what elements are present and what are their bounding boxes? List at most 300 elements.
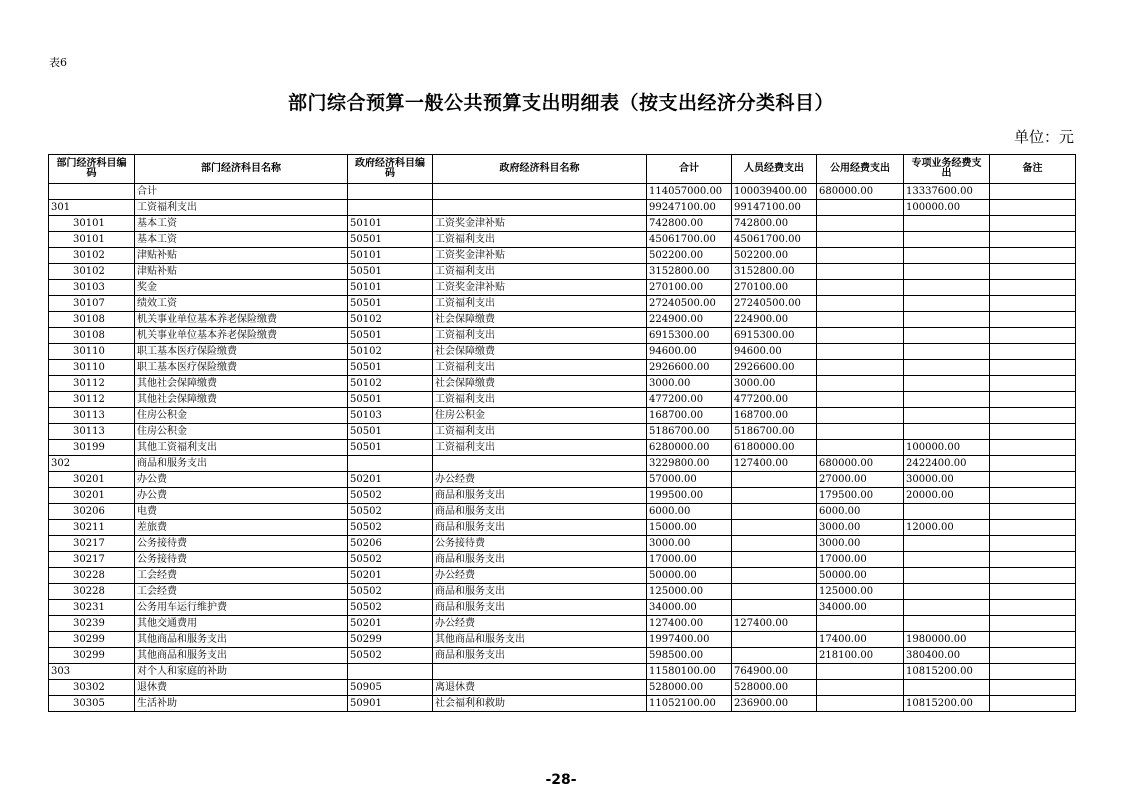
gov-name-cell: 工资福利支出	[433, 328, 647, 344]
dept-code-cell: 30103	[49, 280, 135, 296]
gov-code-cell: 50502	[348, 552, 433, 568]
total-cell: 3000.00	[647, 376, 732, 392]
personnel-cell: 94600.00	[732, 344, 817, 360]
gov-code-cell: 50502	[348, 520, 433, 536]
dept-code-cell: 30108	[49, 328, 135, 344]
note-cell	[990, 376, 1076, 392]
col-header-gov-name: 政府经济科目名称	[433, 155, 647, 184]
public-cell: 680000.00	[817, 456, 904, 472]
gov-name-cell	[433, 456, 647, 472]
gov-name-cell	[433, 200, 647, 216]
gov-name-cell: 办公经费	[433, 568, 647, 584]
personnel-cell: 99147100.00	[732, 200, 817, 216]
gov-name-cell: 商品和服务支出	[433, 520, 647, 536]
dept-code-cell: 30107	[49, 296, 135, 312]
dept-code-cell: 30305	[49, 696, 135, 712]
dept-name-cell: 公务用车运行维护费	[135, 600, 348, 616]
note-cell	[990, 184, 1076, 200]
personnel-cell	[732, 552, 817, 568]
table-row	[49, 504, 1076, 520]
note-cell	[990, 296, 1076, 312]
table-row	[49, 376, 1076, 392]
total-cell: 742800.00	[647, 216, 732, 232]
table-row	[49, 632, 1076, 648]
note-cell	[990, 216, 1076, 232]
gov-code-cell: 50206	[348, 536, 433, 552]
public-cell: 6000.00	[817, 504, 904, 520]
personnel-cell: 127400.00	[732, 616, 817, 632]
gov-name-cell: 办公经费	[433, 616, 647, 632]
table-row	[49, 440, 1076, 456]
public-cell: 179500.00	[817, 488, 904, 504]
gov-name-cell: 商品和服务支出	[433, 648, 647, 664]
note-cell	[990, 600, 1076, 616]
table-row	[49, 648, 1076, 664]
gov-code-cell: 50201	[348, 568, 433, 584]
personnel-cell: 27240500.00	[732, 296, 817, 312]
dept-code-cell: 30201	[49, 488, 135, 504]
total-cell: 598500.00	[647, 648, 732, 664]
personnel-cell	[732, 648, 817, 664]
special-cell	[904, 536, 990, 552]
total-cell: 3000.00	[647, 536, 732, 552]
dept-name-cell: 其他商品和服务支出	[135, 648, 348, 664]
public-cell	[817, 440, 904, 456]
special-cell	[904, 328, 990, 344]
personnel-cell	[732, 504, 817, 520]
special-cell	[904, 392, 990, 408]
gov-code-cell: 50201	[348, 472, 433, 488]
total-cell: 15000.00	[647, 520, 732, 536]
gov-code-cell: 50501	[348, 264, 433, 280]
special-cell	[904, 600, 990, 616]
dept-code-cell: 30228	[49, 584, 135, 600]
special-cell: 1980000.00	[904, 632, 990, 648]
public-cell: 50000.00	[817, 568, 904, 584]
dept-code-cell: 30110	[49, 360, 135, 376]
personnel-cell	[732, 536, 817, 552]
gov-name-cell: 其他商品和服务支出	[433, 632, 647, 648]
special-cell	[904, 616, 990, 632]
total-cell: 1997400.00	[647, 632, 732, 648]
note-cell	[990, 424, 1076, 440]
personnel-cell: 528000.00	[732, 680, 817, 696]
total-cell: 3229800.00	[647, 456, 732, 472]
special-cell	[904, 216, 990, 232]
gov-name-cell: 社会保障缴费	[433, 376, 647, 392]
total-cell: 6000.00	[647, 504, 732, 520]
gov-name-cell: 办公经费	[433, 472, 647, 488]
table-number-label: 表6	[49, 56, 67, 69]
personnel-cell: 6180000.00	[732, 440, 817, 456]
table-row	[49, 296, 1076, 312]
gov-name-cell: 公务接待费	[433, 536, 647, 552]
unit-label: 单位：元	[1013, 128, 1074, 146]
special-cell: 100000.00	[904, 440, 990, 456]
table-row	[49, 312, 1076, 328]
gov-name-cell: 工资福利支出	[433, 232, 647, 248]
public-cell: 125000.00	[817, 584, 904, 600]
dept-name-cell: 其他商品和服务支出	[135, 632, 348, 648]
note-cell	[990, 344, 1076, 360]
total-cell: 45061700.00	[647, 232, 732, 248]
personnel-cell: 224900.00	[732, 312, 817, 328]
gov-code-cell: 50501	[348, 440, 433, 456]
total-cell: 528000.00	[647, 680, 732, 696]
dept-name-cell: 工资福利支出	[135, 200, 348, 216]
public-cell	[817, 680, 904, 696]
public-cell	[817, 280, 904, 296]
special-cell	[904, 424, 990, 440]
dept-code-cell: 30211	[49, 520, 135, 536]
dept-code-cell: 30228	[49, 568, 135, 584]
total-cell: 17000.00	[647, 552, 732, 568]
dept-name-cell: 职工基本医疗保险缴费	[135, 344, 348, 360]
total-cell: 6280000.00	[647, 440, 732, 456]
gov-name-cell: 商品和服务支出	[433, 488, 647, 504]
special-cell: 10815200.00	[904, 696, 990, 712]
total-cell: 2926600.00	[647, 360, 732, 376]
public-cell	[817, 200, 904, 216]
gov-name-cell: 工资福利支出	[433, 360, 647, 376]
personnel-cell	[732, 584, 817, 600]
special-cell: 12000.00	[904, 520, 990, 536]
public-cell	[817, 296, 904, 312]
dept-name-cell: 津贴补贴	[135, 264, 348, 280]
gov-code-cell: 50501	[348, 360, 433, 376]
gov-code-cell: 50901	[348, 696, 433, 712]
total-cell: 6915300.00	[647, 328, 732, 344]
table-row	[49, 264, 1076, 280]
total-cell: 502200.00	[647, 248, 732, 264]
public-cell	[817, 312, 904, 328]
dept-code-cell: 30110	[49, 344, 135, 360]
dept-code-cell: 30112	[49, 376, 135, 392]
dept-name-cell: 公务接待费	[135, 552, 348, 568]
dept-name-cell: 绩效工资	[135, 296, 348, 312]
dept-code-cell: 30302	[49, 680, 135, 696]
gov-code-cell: 50501	[348, 392, 433, 408]
special-cell	[904, 504, 990, 520]
gov-name-cell: 社会福利和救助	[433, 696, 647, 712]
dept-code-cell: 30231	[49, 600, 135, 616]
dept-name-cell: 职工基本医疗保险缴费	[135, 360, 348, 376]
gov-code-cell: 50502	[348, 600, 433, 616]
public-cell	[817, 408, 904, 424]
gov-code-cell: 50101	[348, 248, 433, 264]
dept-code-cell: 30112	[49, 392, 135, 408]
public-cell: 680000.00	[817, 184, 904, 200]
total-cell: 99247100.00	[647, 200, 732, 216]
gov-code-cell	[348, 664, 433, 680]
gov-name-cell: 社会保障缴费	[433, 344, 647, 360]
gov-name-cell: 工资福利支出	[433, 392, 647, 408]
table-header-row	[49, 155, 1076, 184]
special-cell	[904, 344, 990, 360]
table-row	[49, 488, 1076, 504]
public-cell	[817, 344, 904, 360]
special-cell	[904, 264, 990, 280]
dept-name-cell: 办公费	[135, 472, 348, 488]
dept-name-cell: 电费	[135, 504, 348, 520]
note-cell	[990, 232, 1076, 248]
gov-code-cell: 50102	[348, 344, 433, 360]
public-cell: 34000.00	[817, 600, 904, 616]
table-row	[49, 680, 1076, 696]
gov-code-cell: 50501	[348, 296, 433, 312]
note-cell	[990, 584, 1076, 600]
personnel-cell	[732, 472, 817, 488]
dept-name-cell: 办公费	[135, 488, 348, 504]
col-header-dept-name: 部门经济科目名称	[135, 155, 348, 184]
gov-code-cell: 50501	[348, 424, 433, 440]
note-cell	[990, 536, 1076, 552]
dept-name-cell: 退休费	[135, 680, 348, 696]
col-header-special: 专项业务经费支出	[904, 155, 990, 184]
personnel-cell: 3152800.00	[732, 264, 817, 280]
dept-name-cell: 其他交通费用	[135, 616, 348, 632]
page-number: -28-	[545, 772, 577, 788]
public-cell	[817, 328, 904, 344]
note-cell	[990, 392, 1076, 408]
public-cell: 3000.00	[817, 520, 904, 536]
dept-code-cell: 303	[49, 664, 135, 680]
table-row	[49, 408, 1076, 424]
note-cell	[990, 328, 1076, 344]
table-row	[49, 232, 1076, 248]
gov-code-cell: 50102	[348, 376, 433, 392]
note-cell	[990, 408, 1076, 424]
public-cell: 17000.00	[817, 552, 904, 568]
note-cell	[990, 616, 1076, 632]
table-row	[49, 456, 1076, 472]
special-cell: 10815200.00	[904, 664, 990, 680]
personnel-cell	[732, 520, 817, 536]
total-cell: 5186700.00	[647, 424, 732, 440]
personnel-cell	[732, 600, 817, 616]
dept-code-cell: 30217	[49, 552, 135, 568]
note-cell	[990, 200, 1076, 216]
table-row	[49, 360, 1076, 376]
dept-name-cell: 津贴补贴	[135, 248, 348, 264]
dept-code-cell: 30101	[49, 232, 135, 248]
gov-code-cell: 50502	[348, 584, 433, 600]
public-cell	[817, 264, 904, 280]
dept-name-cell: 住房公积金	[135, 424, 348, 440]
personnel-cell: 477200.00	[732, 392, 817, 408]
table-row	[49, 392, 1076, 408]
total-cell: 125000.00	[647, 584, 732, 600]
table-row	[49, 472, 1076, 488]
gov-code-cell: 50501	[348, 232, 433, 248]
gov-name-cell: 住房公积金	[433, 408, 647, 424]
note-cell	[990, 648, 1076, 664]
note-cell	[990, 504, 1076, 520]
special-cell	[904, 584, 990, 600]
personnel-cell: 764900.00	[732, 664, 817, 680]
gov-name-cell	[433, 184, 647, 200]
dept-code-cell: 30299	[49, 648, 135, 664]
note-cell	[990, 248, 1076, 264]
public-cell	[817, 664, 904, 680]
dept-code-cell: 30102	[49, 264, 135, 280]
col-header-personnel: 人员经费支出	[732, 155, 817, 184]
note-cell	[990, 488, 1076, 504]
special-cell	[904, 296, 990, 312]
table-row	[49, 600, 1076, 616]
public-cell: 27000.00	[817, 472, 904, 488]
total-cell: 224900.00	[647, 312, 732, 328]
dept-name-cell: 公务接待费	[135, 536, 348, 552]
gov-name-cell: 社会保障缴费	[433, 312, 647, 328]
special-cell: 20000.00	[904, 488, 990, 504]
budget-detail-table	[48, 154, 1076, 712]
special-cell	[904, 680, 990, 696]
gov-code-cell: 50905	[348, 680, 433, 696]
dept-code-cell: 30239	[49, 616, 135, 632]
gov-name-cell: 商品和服务支出	[433, 504, 647, 520]
public-cell	[817, 248, 904, 264]
gov-name-cell: 工资奖金津补贴	[433, 280, 647, 296]
table-row	[49, 568, 1076, 584]
dept-code-cell: 302	[49, 456, 135, 472]
gov-code-cell: 50201	[348, 616, 433, 632]
dept-name-cell: 基本工资	[135, 216, 348, 232]
public-cell	[817, 376, 904, 392]
personnel-cell: 3000.00	[732, 376, 817, 392]
table-row	[49, 248, 1076, 264]
note-cell	[990, 264, 1076, 280]
dept-name-cell: 奖金	[135, 280, 348, 296]
dept-name-cell: 其他社会保障缴费	[135, 376, 348, 392]
public-cell	[817, 232, 904, 248]
dept-name-cell: 基本工资	[135, 232, 348, 248]
note-cell	[990, 440, 1076, 456]
note-cell	[990, 280, 1076, 296]
gov-code-cell: 50103	[348, 408, 433, 424]
dept-code-cell: 30113	[49, 408, 135, 424]
gov-name-cell: 离退休费	[433, 680, 647, 696]
dept-code-cell: 30217	[49, 536, 135, 552]
note-cell	[990, 552, 1076, 568]
note-cell	[990, 632, 1076, 648]
total-cell: 114057000.00	[647, 184, 732, 200]
dept-code-cell: 30101	[49, 216, 135, 232]
table-row	[49, 616, 1076, 632]
gov-code-cell: 50101	[348, 216, 433, 232]
col-header-gov-code: 政府经济科目编码	[348, 155, 433, 184]
gov-name-cell: 工资奖金津补贴	[433, 248, 647, 264]
gov-name-cell: 商品和服务支出	[433, 584, 647, 600]
special-cell	[904, 360, 990, 376]
gov-name-cell: 工资福利支出	[433, 296, 647, 312]
gov-code-cell: 50502	[348, 504, 433, 520]
table-row	[49, 424, 1076, 440]
special-cell	[904, 248, 990, 264]
special-cell	[904, 312, 990, 328]
table-row	[49, 520, 1076, 536]
personnel-cell: 127400.00	[732, 456, 817, 472]
note-cell	[990, 680, 1076, 696]
personnel-cell: 5186700.00	[732, 424, 817, 440]
gov-code-cell: 50101	[348, 280, 433, 296]
dept-code-cell: 301	[49, 200, 135, 216]
note-cell	[990, 664, 1076, 680]
total-cell: 11052100.00	[647, 696, 732, 712]
total-cell: 34000.00	[647, 600, 732, 616]
personnel-cell: 236900.00	[732, 696, 817, 712]
special-cell: 30000.00	[904, 472, 990, 488]
dept-code-cell: 30201	[49, 472, 135, 488]
dept-code-cell	[49, 184, 135, 200]
gov-name-cell: 工资福利支出	[433, 424, 647, 440]
table-row	[49, 552, 1076, 568]
personnel-cell: 2926600.00	[732, 360, 817, 376]
public-cell	[817, 360, 904, 376]
total-cell: 127400.00	[647, 616, 732, 632]
gov-code-cell: 50502	[348, 488, 433, 504]
gov-code-cell	[348, 184, 433, 200]
dept-name-cell: 合计	[135, 184, 348, 200]
dept-name-cell: 其他社会保障缴费	[135, 392, 348, 408]
note-cell	[990, 472, 1076, 488]
table-row	[49, 280, 1076, 296]
personnel-cell: 742800.00	[732, 216, 817, 232]
dept-name-cell: 工会经费	[135, 568, 348, 584]
dept-code-cell: 30113	[49, 424, 135, 440]
table-row	[49, 184, 1076, 200]
page-title: 部门综合预算一般公共预算支出明细表（按支出经济分类科目）	[287, 92, 834, 114]
note-cell	[990, 456, 1076, 472]
special-cell: 13337600.00	[904, 184, 990, 200]
note-cell	[990, 696, 1076, 712]
public-cell: 17400.00	[817, 632, 904, 648]
note-cell	[990, 312, 1076, 328]
total-cell: 477200.00	[647, 392, 732, 408]
special-cell	[904, 232, 990, 248]
gov-name-cell: 商品和服务支出	[433, 600, 647, 616]
public-cell: 3000.00	[817, 536, 904, 552]
note-cell	[990, 520, 1076, 536]
dept-name-cell: 生活补助	[135, 696, 348, 712]
total-cell: 199500.00	[647, 488, 732, 504]
personnel-cell: 502200.00	[732, 248, 817, 264]
dept-name-cell: 差旅费	[135, 520, 348, 536]
public-cell	[817, 616, 904, 632]
gov-name-cell: 工资福利支出	[433, 440, 647, 456]
total-cell: 168700.00	[647, 408, 732, 424]
table-row	[49, 200, 1076, 216]
col-header-total: 合计	[647, 155, 732, 184]
public-cell: 218100.00	[817, 648, 904, 664]
dept-name-cell: 机关事业单位基本养老保险缴费	[135, 312, 348, 328]
personnel-cell: 6915300.00	[732, 328, 817, 344]
gov-code-cell: 50501	[348, 328, 433, 344]
col-header-note: 备注	[990, 155, 1076, 184]
special-cell	[904, 280, 990, 296]
total-cell: 27240500.00	[647, 296, 732, 312]
special-cell	[904, 552, 990, 568]
note-cell	[990, 568, 1076, 584]
total-cell: 270100.00	[647, 280, 732, 296]
total-cell: 57000.00	[647, 472, 732, 488]
dept-code-cell: 30199	[49, 440, 135, 456]
dept-code-cell: 30102	[49, 248, 135, 264]
dept-name-cell: 机关事业单位基本养老保险缴费	[135, 328, 348, 344]
gov-code-cell: 50299	[348, 632, 433, 648]
table-row	[49, 664, 1076, 680]
personnel-cell: 168700.00	[732, 408, 817, 424]
